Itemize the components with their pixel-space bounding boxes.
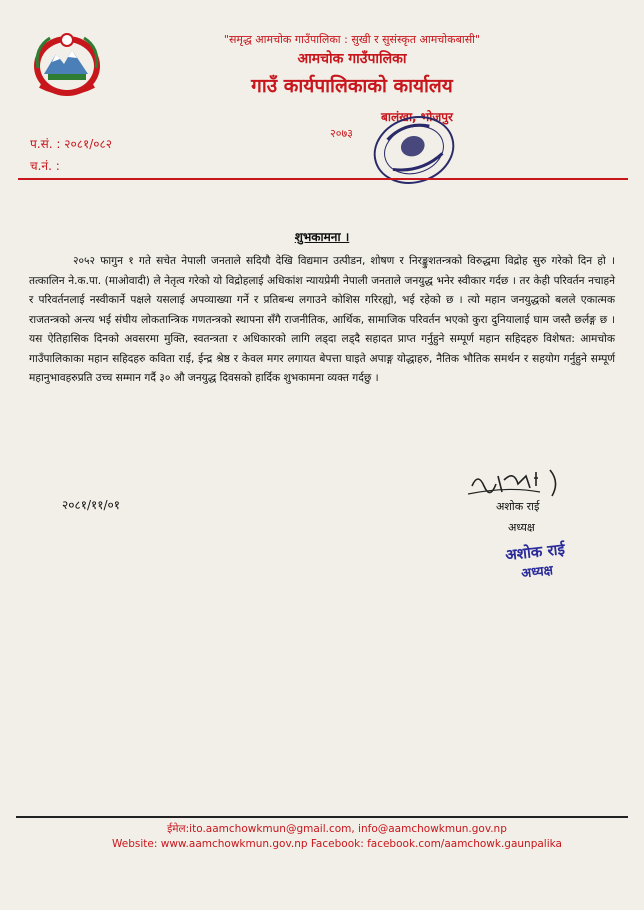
letter-date: २०८१/११/०१: [62, 498, 121, 512]
letterhead-slogan: "समृद्ध आमचोक गाउँपालिका : सुखी र सुसंस्कृत आमचोकबासी": [223, 33, 481, 46]
letter-body: २०५२ फागुन १ गते सचेत नेपाली जनताले सदियौ देखि विद्यमान उत्पीडन, शोषण र निरङ्कुशतन्त्रको विरुद्धमा विद्रोह सुरु गरेको दिन हो । तत्कालिन ने.क.पा. (माओवादी) ले नेतृत्व गरेको यो विद्रोहलाई अधिकांश न्यायप्रेमी नेपाली जनताले जनयुद्ध भनेर स्वीकार गर्दछ । तर केही परिवर्तन नचाहने र परिवर्तनलाई नस्वीकार्ने पक्षले यसलाई अपव्याख्या गर्ने र प्रतिबन्ध लगाउने कोशिस गरिरह्यो, भई रहेको छ । त्यो महान जनयुद्धको बलले एकात्मक राजतन्त्रको अन्त्य भई संघीय लोकतान्त्रिक गणतन्त्रको स्थापना सँगै राजनीतिक, आर्थिक, सामाजिक परिवर्तन भएको कुरा दुनियालाई घाम जस्तै छर्लङ्ग छ । यस ऐतिहासिक दिनको अवसरमा मुक्ति, स्वतन्त्रता र अधिकारको लागि लड्दा लड्दै सहादत प्राप्त गर्नुहुने सम्पूर्ण महान सहिदहरु विशेषत: आमचोक गाउँपालिकाका महान सहिदहरु कविता राई, ईन्द्र श्रेष्ठ र केवल मगर लगायत बेपत्ता घाइते अपाङ्ग योद्धाहरु, नैतिक भौतिक समर्थन र सहयोग गर्नुहुने सम्पूर्ण महानुभावहरुप्रति उच्च सम्मान गर्दै ३० औ जनयुद्ध दिवसको हार्दिक शुभकामना व्यक्त गर्दछु ।: [29, 255, 615, 384]
established-year: २०७३: [330, 127, 353, 140]
stamp-name: अशोक राई: [504, 539, 566, 565]
letter-subject: शुभकामना ।: [294, 230, 350, 244]
reference-block: [30, 133, 112, 177]
signatory-stamp: [482, 537, 589, 586]
reference-number: प.सं. : २०८१/०८२: [30, 137, 112, 151]
dispatch-number: च.नं. :: [30, 159, 60, 173]
office-title: गाउँ कार्यपालिकाको कार्यालय: [251, 75, 453, 97]
signatory-title: अध्यक्ष: [508, 521, 535, 534]
signatory-name: अशोक राई: [496, 500, 540, 513]
nepal-emblem-icon: [30, 28, 104, 100]
stamp-title: अध्यक्ष: [520, 563, 554, 582]
footer-email: ईमेल:ito.aamchowkmun@gmail.com, info@aamchowkmun.gov.np: [167, 823, 507, 835]
office-address: बालंखा, भोजपुर: [381, 110, 453, 124]
municipality-name: आमचोक गाउँपालिका: [297, 51, 407, 67]
footer-divider: [16, 816, 628, 818]
handwritten-signature-icon: [468, 466, 568, 502]
footer-website: Website: www.aamchowkmun.gov.np Facebook: facebook.com/aamchowk.gaunpalika: [112, 838, 562, 850]
header-divider: [18, 178, 628, 180]
